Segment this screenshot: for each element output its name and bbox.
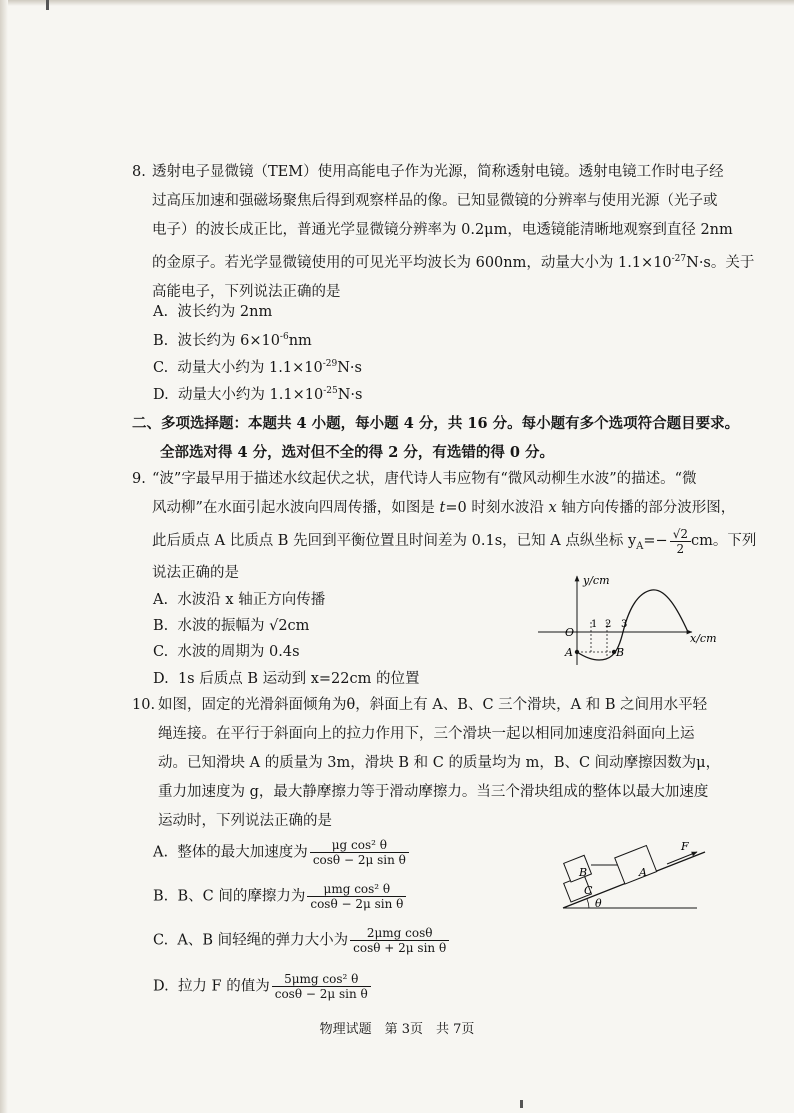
question-number: 10. [132,697,156,713]
question-text-line: 的金原子。若光学显微镜使用的可见光平均波长为 600nm，动量大小为 $1.1\times 10^{-27}N\cdot s$。关于 [152,254,755,271]
page-edge [0,0,794,6]
block-b-label: B [579,866,588,879]
fraction: $\frac{√2}{2}$ [670,527,691,556]
wave-figure [530,570,730,670]
option-b: B. 波长约为 $6\times 10^{-6}nm$ [153,332,312,349]
point-a-marker [575,650,579,654]
question-text-line: 高能电子，下列说法正确的是 [152,283,341,300]
block-a [615,845,657,884]
fraction: $\frac{\text{2μmg cosθ}}{\text{cosθ + 2μ sin θ}}$ [350,926,449,955]
question-text-line: 说法正确的是 [152,565,239,581]
tick-label: 3 [621,619,628,630]
point-a-label: A [565,646,573,659]
option-c: C. 水波的周期为 0.4s [153,644,300,660]
question-text-line: 过高压加速和强磁场聚焦后得到观察样品的像。已知显微镜的分辨率与使用光源（光子或 [152,193,718,209]
fraction: $\frac{\text{μg cos² θ}}{\text{cosθ − 2μ sin θ}}$ [310,838,409,867]
question-number: 8. [132,164,146,180]
question-text-line: 绳连接。在平行于斜面向上的拉力作用下，三个滑块一起以相同加速度沿斜面向上运 [158,726,695,742]
page-footer: 物理试题 第 3页 共 7页 [319,1022,475,1037]
option-d: D. 动量大小约为 $1.1\times 10^{-25}N\cdot s$ [153,386,363,403]
option-a: A. 整体的最大加速度为 $\frac{\text{μg cos² θ}}{\text{cosθ − 2μ sin θ}}$ [153,838,409,867]
option-a: A. 水波沿 x 轴正方向传播 [153,592,326,608]
origin-label: O [565,626,575,639]
point-b-label: B [616,646,625,659]
section-instructions: 全部选对得 4 分，选对但不全的得 2 分，有选错的得 0 分。 [160,444,555,461]
option-b: B. B、C 间的摩擦力为 $\frac{\text{μmg cos² θ}}{\text{cosθ − 2μ sin θ}}$ [153,882,406,911]
fraction: $\frac{\text{5μmg cos² θ}}{\text{cosθ − 2μ sin θ}}$ [272,972,371,1001]
option-c: C. 动量大小约为 $1.1\times 10^{-29}N\cdot s$ [153,359,362,376]
question-text-line: 透射电子显微镜（TEM）使用高能电子作为光源，简称透射电镜。透射电镜工作时电子经 [152,164,724,180]
force-arrow [667,852,697,864]
question-text-line: 动。已知滑块 A 的质量为 3m，滑块 B 和 C 的质量均为 m，B、C 间动摩擦因数为μ， [158,755,721,771]
angle-label: θ [595,897,602,910]
question-text-line: “波”字最早用于描述水纹起伏之状，唐代诗人韦应物有“微风动柳生水波”的描述。“微 [152,471,697,487]
block-c-label: C [584,884,593,897]
option-d: D. 1s 后质点 B 运动到 x=22cm 的位置 [153,671,420,687]
page-edge [0,0,8,1113]
scan-mark [520,1100,523,1108]
scan-mark [46,0,49,10]
question-number: 9. [132,471,146,487]
block-b [564,855,592,882]
incline-figure [555,830,715,915]
angle-arc [587,899,589,908]
fraction: $\frac{\text{μmg cos² θ}}{\text{cosθ − 2μ sin θ}}$ [307,882,406,911]
question-text-line: 此后质点 A 比质点 B 先回到平衡位置且时间差为 0.1s，已知 A 点纵坐标 $y_A=-$ $\frac{√2}{2}$ cm。下列 [152,526,757,556]
option-d: D. 拉力 F 的值为 $\frac{\text{5μmg cos² θ}}{\text{cosθ − 2μ sin θ}}$ [153,972,371,1001]
y-axis-label: y/cm [583,574,610,587]
question-text-line: 如图，固定的光滑斜面倾角为θ，斜面上有 A、B、C 三个滑块，A 和 B 之间用水平轻 [158,697,708,713]
tick-label: 1 [591,619,598,630]
option-a: A. 波长约为 2nm [153,304,273,320]
question-text-line: 运动时，下列说法正确的是 [158,813,332,829]
question-text-line: 风动柳”在水面引起水波向四周传播，如图是 t=0 时刻水波沿 x 轴方向传播的部分波形图， [152,500,736,516]
force-label: F [681,840,689,853]
section-heading: 二、多项选择题：本题共 4 小题，每小题 4 分，共 16 分。每小题有多个选项符合题目要求。 [132,415,740,432]
x-axis-label: x/cm [690,632,717,645]
option-b: B. 水波的振幅为 √2cm [153,618,310,634]
tick-label: 2 [605,619,612,630]
question-text-line: 重力加速度为 g，最大静摩擦力等于滑动摩擦力。当三个滑块组成的整体以最大加速度 [158,784,709,800]
question-text-line: 电子）的波长成正比，普通光学显微镜分辨率为 0.2μm，电透镜能清晰地观察到直径 2nm [152,222,733,238]
option-c: C. A、B 间轻绳的弹力大小为 $\frac{\text{2μmg cosθ}}{\text{cosθ + 2μ sin θ}}$ [153,926,449,955]
block-a-label: A [639,866,647,879]
